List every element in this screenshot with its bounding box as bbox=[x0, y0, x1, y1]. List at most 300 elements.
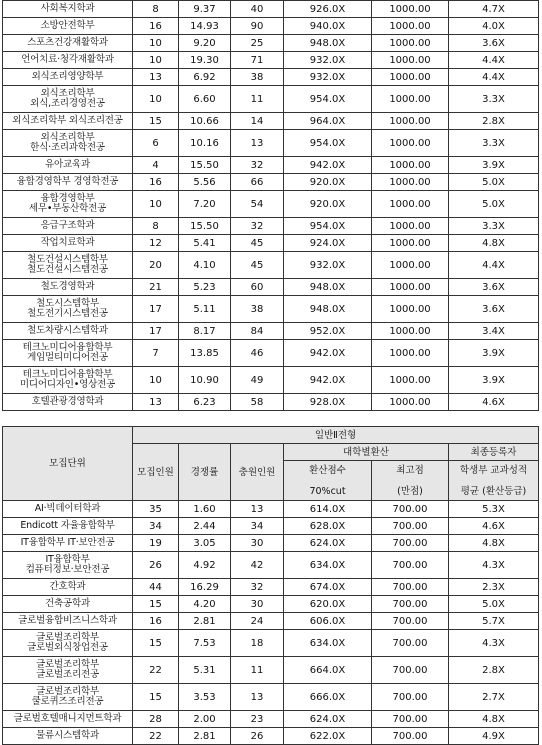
converted-score-cell: 624.0X bbox=[284, 711, 372, 728]
grade-average-cell: 4.8X bbox=[449, 711, 539, 728]
grade-average-cell: 5.7X bbox=[449, 613, 539, 630]
max-score-cell: 1000.00 bbox=[372, 18, 449, 35]
dept-name-cell bbox=[3, 728, 133, 745]
dept-name-line: 철도건설시스템전공 bbox=[27, 264, 108, 275]
quota-cell: 15 bbox=[133, 596, 179, 613]
admission-results-table-1 bbox=[2, 0, 539, 411]
waitlist-cell: 40 bbox=[231, 1, 284, 18]
converted-score-cell: 920.0X bbox=[284, 174, 372, 191]
dept-name-cell bbox=[3, 174, 133, 191]
dept-name-cell bbox=[3, 518, 133, 535]
grade-average-cell: 4.8X bbox=[449, 535, 539, 552]
converted-score-cell: 932.0X bbox=[284, 69, 372, 86]
competition-rate-cell: 10.16 bbox=[179, 130, 231, 157]
grade-average-cell: 2.8X bbox=[449, 657, 539, 684]
dept-name-cell bbox=[3, 113, 133, 130]
grade-average-cell: 3.3X bbox=[449, 218, 539, 235]
header-conv-score bbox=[284, 461, 372, 501]
converted-score-cell: 942.0X bbox=[284, 340, 372, 367]
waitlist-cell: 25 bbox=[231, 35, 284, 52]
table-row bbox=[3, 501, 539, 518]
converted-score-cell: 940.0X bbox=[284, 18, 372, 35]
dept-name-line: Endicott 자율융합학부 bbox=[20, 520, 115, 531]
max-score-cell: 1000.00 bbox=[372, 296, 449, 323]
dept-name-line: 글로벌조리전공 bbox=[36, 669, 99, 680]
competition-rate-cell: 1.60 bbox=[179, 501, 231, 518]
grade-average-cell: 4.0X bbox=[449, 18, 539, 35]
grade-average-cell: 4.4X bbox=[449, 69, 539, 86]
dept-name-cell bbox=[3, 157, 133, 174]
grade-average-cell: 3.4X bbox=[449, 323, 539, 340]
competition-rate-cell: 5.41 bbox=[179, 235, 231, 252]
quota-cell: 21 bbox=[133, 279, 179, 296]
waitlist-cell: 38 bbox=[231, 69, 284, 86]
dept-name-cell bbox=[3, 394, 133, 411]
quota-cell: 28 bbox=[133, 711, 179, 728]
max-score-cell: 1000.00 bbox=[372, 86, 449, 113]
dept-name-line: 간호학과 bbox=[49, 581, 86, 592]
competition-rate-cell: 14.93 bbox=[179, 18, 231, 35]
waitlist-cell: 34 bbox=[231, 518, 284, 535]
grade-average-cell: 3.9X bbox=[449, 340, 539, 367]
competition-rate-cell: 4.92 bbox=[179, 552, 231, 579]
table-row bbox=[3, 86, 539, 113]
competition-rate-cell: 2.81 bbox=[179, 613, 231, 630]
competition-rate-cell: 6.92 bbox=[179, 69, 231, 86]
quota-cell: 16 bbox=[133, 18, 179, 35]
max-score-cell: 1000.00 bbox=[372, 69, 449, 86]
max-score-cell: 700.00 bbox=[372, 728, 449, 745]
grade-average-cell: 4.4X bbox=[449, 252, 539, 279]
max-score-cell: 700.00 bbox=[372, 596, 449, 613]
dept-name-line: 글로벌조리학부 bbox=[36, 659, 99, 670]
max-score-cell: 1000.00 bbox=[372, 157, 449, 174]
dept-name-cell bbox=[3, 86, 133, 113]
converted-score-cell: 928.0X bbox=[284, 394, 372, 411]
converted-score-cell: 628.0X bbox=[284, 518, 372, 535]
competition-rate-cell: 4.10 bbox=[179, 252, 231, 279]
table-2-header bbox=[3, 427, 539, 501]
waitlist-cell: 32 bbox=[231, 218, 284, 235]
dept-name-line: 호텔관광경영학과 bbox=[31, 396, 104, 407]
converted-score-cell: 948.0X bbox=[284, 296, 372, 323]
max-score-cell: 1000.00 bbox=[372, 130, 449, 157]
max-score-cell: 1000.00 bbox=[372, 252, 449, 279]
converted-score-cell: 666.0X bbox=[284, 684, 372, 711]
dept-name-line: IT융합학부 IT·보안전공 bbox=[20, 537, 115, 548]
quota-cell: 44 bbox=[133, 579, 179, 596]
converted-score-cell: 954.0X bbox=[284, 218, 372, 235]
dept-name-line: 사회복지학과 bbox=[40, 3, 95, 14]
grade-average-cell: 5.0X bbox=[449, 174, 539, 191]
dept-name-line: 철도경영학과 bbox=[40, 281, 95, 292]
quota-cell: 15 bbox=[133, 630, 179, 657]
max-score-cell: 1000.00 bbox=[372, 218, 449, 235]
max-score-cell: 1000.00 bbox=[372, 323, 449, 340]
grade-average-cell: 3.9X bbox=[449, 157, 539, 174]
dept-name-cell bbox=[3, 323, 133, 340]
table-row bbox=[3, 552, 539, 579]
converted-score-cell: 620.0X bbox=[284, 596, 372, 613]
converted-score-cell: 622.0X bbox=[284, 728, 372, 745]
table-row bbox=[3, 728, 539, 745]
waitlist-cell: 45 bbox=[231, 235, 284, 252]
table-row bbox=[3, 630, 539, 657]
max-score-cell: 700.00 bbox=[372, 630, 449, 657]
competition-rate-cell: 7.20 bbox=[179, 191, 231, 218]
quota-cell: 8 bbox=[133, 218, 179, 235]
competition-rate-cell: 5.23 bbox=[179, 279, 231, 296]
header-dept: 모집단위 bbox=[3, 427, 133, 501]
dept-name-line: 글로벌호텔매니지먼트학과 bbox=[13, 713, 122, 724]
waitlist-cell: 24 bbox=[231, 613, 284, 630]
grade-average-cell: 5.0X bbox=[449, 191, 539, 218]
table-row bbox=[3, 394, 539, 411]
grade-average-cell: 4.3X bbox=[449, 630, 539, 657]
competition-rate-cell: 9.20 bbox=[179, 35, 231, 52]
table-row bbox=[3, 535, 539, 552]
waitlist-cell: 49 bbox=[231, 367, 284, 394]
dept-name-cell bbox=[3, 1, 133, 18]
waitlist-cell: 13 bbox=[231, 130, 284, 157]
header-final-registrant: 최종등록자 bbox=[449, 444, 539, 461]
table-row bbox=[3, 579, 539, 596]
waitlist-cell: 13 bbox=[231, 501, 284, 518]
dept-name-cell bbox=[3, 191, 133, 218]
grade-average-cell: 3.3X bbox=[449, 130, 539, 157]
dept-name-cell bbox=[3, 367, 133, 394]
table-row bbox=[3, 657, 539, 684]
quota-cell: 10 bbox=[133, 35, 179, 52]
quota-cell: 19 bbox=[133, 535, 179, 552]
max-score-cell: 700.00 bbox=[372, 613, 449, 630]
converted-score-cell: 664.0X bbox=[284, 657, 372, 684]
converted-score-cell: 924.0X bbox=[284, 235, 372, 252]
header-grade-line2: 평균 (환산등급) bbox=[460, 485, 527, 497]
converted-score-cell: 932.0X bbox=[284, 252, 372, 279]
dept-name-cell bbox=[3, 630, 133, 657]
header-conv-score-label: 환산점수 bbox=[309, 464, 346, 476]
dept-name-cell bbox=[3, 579, 133, 596]
dept-name-line: 융합경영학부 bbox=[40, 193, 95, 204]
waitlist-cell: 84 bbox=[231, 323, 284, 340]
dept-name-line: 철도전기시스템전공 bbox=[27, 308, 108, 319]
admission-results-table-2 bbox=[2, 426, 539, 745]
max-score-cell: 1000.00 bbox=[372, 394, 449, 411]
dept-name-line: 언어치료·청각재활학과 bbox=[21, 54, 114, 65]
dept-name-line: 물류시스템학과 bbox=[36, 730, 99, 741]
dept-name-line: IT융합학부 bbox=[45, 554, 90, 565]
converted-score-cell: 614.0X bbox=[284, 501, 372, 518]
grade-average-cell: 4.6X bbox=[449, 518, 539, 535]
dept-name-line: 외식조리학부 bbox=[40, 132, 95, 143]
waitlist-cell: 11 bbox=[231, 86, 284, 113]
dept-name-line: 세무•부동산학전공 bbox=[28, 203, 107, 214]
dept-name-line: 미디어디자인•영상전공 bbox=[19, 379, 116, 390]
converted-score-cell: 948.0X bbox=[284, 279, 372, 296]
header-general-2: 일반Ⅱ전형 bbox=[133, 427, 539, 444]
grade-average-cell: 4.6X bbox=[449, 394, 539, 411]
dept-name-cell bbox=[3, 552, 133, 579]
max-score-cell: 700.00 bbox=[372, 535, 449, 552]
table-row bbox=[3, 69, 539, 86]
dept-name-cell bbox=[3, 69, 133, 86]
max-score-cell: 1000.00 bbox=[372, 35, 449, 52]
competition-rate-cell: 2.81 bbox=[179, 728, 231, 745]
dept-name-cell bbox=[3, 613, 133, 630]
max-score-cell: 1000.00 bbox=[372, 367, 449, 394]
table-row bbox=[3, 711, 539, 728]
quota-cell: 7 bbox=[133, 340, 179, 367]
waitlist-cell: 23 bbox=[231, 711, 284, 728]
grade-average-cell: 4.9X bbox=[449, 728, 539, 745]
dept-name-cell bbox=[3, 52, 133, 69]
competition-rate-cell: 19.30 bbox=[179, 52, 231, 69]
table-row bbox=[3, 1, 539, 18]
quota-cell: 12 bbox=[133, 235, 179, 252]
dept-name-cell bbox=[3, 18, 133, 35]
table-row bbox=[3, 130, 539, 157]
waitlist-cell: 13 bbox=[231, 684, 284, 711]
quota-cell: 15 bbox=[133, 684, 179, 711]
grade-average-cell: 2.8X bbox=[449, 113, 539, 130]
dept-name-line: 외식조리학부 외식조리전공 bbox=[12, 115, 123, 126]
converted-score-cell: 942.0X bbox=[284, 367, 372, 394]
waitlist-cell: 32 bbox=[231, 157, 284, 174]
converted-score-cell: 952.0X bbox=[284, 323, 372, 340]
dept-name-line: 컴퓨터정보·보안전공 bbox=[25, 564, 110, 575]
dept-name-cell bbox=[3, 501, 133, 518]
max-score-cell: 1000.00 bbox=[372, 235, 449, 252]
competition-rate-cell: 5.31 bbox=[179, 657, 231, 684]
table-1-body bbox=[3, 1, 539, 411]
waitlist-cell: 18 bbox=[231, 630, 284, 657]
quota-cell: 16 bbox=[133, 174, 179, 191]
quota-cell: 15 bbox=[133, 113, 179, 130]
dept-name-line: 글로벌융합비즈니스학과 bbox=[18, 615, 117, 626]
quota-cell: 10 bbox=[133, 52, 179, 69]
quota-cell: 17 bbox=[133, 323, 179, 340]
dept-name-line: 스포츠건강재활학과 bbox=[27, 37, 108, 48]
table-row bbox=[3, 157, 539, 174]
competition-rate-cell: 10.90 bbox=[179, 367, 231, 394]
table-row bbox=[3, 296, 539, 323]
max-score-cell: 1000.00 bbox=[372, 52, 449, 69]
dept-name-line: 게임멀티미디어전공 bbox=[27, 352, 108, 363]
dept-name-line: 응급구조학과 bbox=[40, 220, 95, 231]
waitlist-cell: 11 bbox=[231, 657, 284, 684]
grade-average-cell: 5.3X bbox=[449, 501, 539, 518]
competition-rate-cell: 10.66 bbox=[179, 113, 231, 130]
dept-name-line: 외식조리학부 bbox=[40, 88, 95, 99]
converted-score-cell: 932.0X bbox=[284, 52, 372, 69]
header-grade-line1: 학생부 교과성적 bbox=[459, 464, 528, 476]
max-score-cell: 700.00 bbox=[372, 518, 449, 535]
quota-cell: 16 bbox=[133, 613, 179, 630]
dept-name-cell bbox=[3, 711, 133, 728]
table-row bbox=[3, 518, 539, 535]
converted-score-cell: 948.0X bbox=[284, 35, 372, 52]
quota-cell: 8 bbox=[133, 1, 179, 18]
dept-name-cell bbox=[3, 130, 133, 157]
quota-cell: 13 bbox=[133, 69, 179, 86]
table-row bbox=[3, 218, 539, 235]
table-row bbox=[3, 35, 539, 52]
grade-average-cell: 3.3X bbox=[449, 86, 539, 113]
grade-average-cell: 5.0X bbox=[449, 596, 539, 613]
quota-cell: 10 bbox=[133, 367, 179, 394]
grade-average-cell: 4.8X bbox=[449, 235, 539, 252]
max-score-cell: 700.00 bbox=[372, 684, 449, 711]
quota-cell: 34 bbox=[133, 518, 179, 535]
table-row bbox=[3, 191, 539, 218]
table-row bbox=[3, 613, 539, 630]
table-row bbox=[3, 252, 539, 279]
dept-name-line: 철도시스템학부 bbox=[36, 298, 99, 309]
waitlist-cell: 38 bbox=[231, 296, 284, 323]
dept-name-cell bbox=[3, 279, 133, 296]
dept-name-line: 외식,조리경영전공 bbox=[30, 98, 105, 109]
header-max-unit: (만점) bbox=[397, 485, 423, 497]
waitlist-cell: 32 bbox=[231, 579, 284, 596]
header-conv-cut: 70%cut bbox=[309, 485, 346, 497]
max-score-cell: 1000.00 bbox=[372, 113, 449, 130]
quota-cell: 20 bbox=[133, 252, 179, 279]
max-score-cell: 1000.00 bbox=[372, 1, 449, 18]
table-row bbox=[3, 596, 539, 613]
dept-name-line: 건축공학과 bbox=[45, 598, 90, 609]
grade-average-cell: 2.3X bbox=[449, 579, 539, 596]
grade-average-cell: 3.9X bbox=[449, 367, 539, 394]
dept-name-cell bbox=[3, 535, 133, 552]
waitlist-cell: 66 bbox=[231, 174, 284, 191]
competition-rate-cell: 13.85 bbox=[179, 340, 231, 367]
table-row bbox=[3, 52, 539, 69]
grade-average-cell: 3.6X bbox=[449, 35, 539, 52]
table-2-body bbox=[3, 501, 539, 745]
competition-rate-cell: 6.60 bbox=[179, 86, 231, 113]
dept-name-line: 작업치료학과 bbox=[40, 237, 95, 248]
competition-rate-cell: 16.29 bbox=[179, 579, 231, 596]
table-row bbox=[3, 18, 539, 35]
dept-name-cell bbox=[3, 218, 133, 235]
competition-rate-cell: 5.56 bbox=[179, 174, 231, 191]
waitlist-cell: 54 bbox=[231, 191, 284, 218]
competition-rate-cell: 7.53 bbox=[179, 630, 231, 657]
max-score-cell: 1000.00 bbox=[372, 340, 449, 367]
dept-name-cell bbox=[3, 684, 133, 711]
converted-score-cell: 634.0X bbox=[284, 630, 372, 657]
table-row bbox=[3, 684, 539, 711]
dept-name-line: 글로벌조리학부 bbox=[36, 686, 99, 697]
converted-score-cell: 674.0X bbox=[284, 579, 372, 596]
table-row bbox=[3, 323, 539, 340]
waitlist-cell: 45 bbox=[231, 252, 284, 279]
converted-score-cell: 606.0X bbox=[284, 613, 372, 630]
quota-cell: 17 bbox=[133, 296, 179, 323]
waitlist-cell: 46 bbox=[231, 340, 284, 367]
competition-rate-cell: 9.37 bbox=[179, 1, 231, 18]
dept-name-line: 소방안전학부 bbox=[40, 20, 95, 31]
converted-score-cell: 926.0X bbox=[284, 1, 372, 18]
table-row bbox=[3, 174, 539, 191]
header-max-score-label: 최고점 bbox=[396, 464, 424, 476]
dept-name-line: 철도차량시스템학과 bbox=[27, 325, 108, 336]
dept-name-line: 융합경영학부 경영학전공 bbox=[16, 176, 119, 187]
competition-rate-cell: 3.05 bbox=[179, 535, 231, 552]
grade-average-cell: 4.4X bbox=[449, 52, 539, 69]
converted-score-cell: 964.0X bbox=[284, 113, 372, 130]
quota-cell: 13 bbox=[133, 394, 179, 411]
grade-average-cell: 4.3X bbox=[449, 552, 539, 579]
header-quota: 모집인원 bbox=[133, 444, 179, 501]
waitlist-cell: 26 bbox=[231, 728, 284, 745]
grade-average-cell: 4.7X bbox=[449, 1, 539, 18]
max-score-cell: 700.00 bbox=[372, 552, 449, 579]
competition-rate-cell: 4.20 bbox=[179, 596, 231, 613]
waitlist-cell: 30 bbox=[231, 596, 284, 613]
max-score-cell: 1000.00 bbox=[372, 174, 449, 191]
dept-name-cell bbox=[3, 252, 133, 279]
dept-name-line: 쿨로퀴즈조리전공 bbox=[31, 696, 104, 707]
grade-average-cell: 2.7X bbox=[449, 684, 539, 711]
dept-name-line: 글로벌조리학부 bbox=[36, 632, 99, 643]
max-score-cell: 700.00 bbox=[372, 657, 449, 684]
header-rate: 경쟁률 bbox=[179, 444, 231, 501]
converted-score-cell: 624.0X bbox=[284, 535, 372, 552]
dept-name-cell bbox=[3, 235, 133, 252]
table-row bbox=[3, 367, 539, 394]
dept-name-line: 테크노미디어융합학부 bbox=[22, 342, 113, 353]
waitlist-cell: 60 bbox=[231, 279, 284, 296]
waitlist-cell: 14 bbox=[231, 113, 284, 130]
competition-rate-cell: 15.50 bbox=[179, 218, 231, 235]
competition-rate-cell: 2.00 bbox=[179, 711, 231, 728]
max-score-cell: 700.00 bbox=[372, 711, 449, 728]
max-score-cell: 700.00 bbox=[372, 501, 449, 518]
max-score-cell: 1000.00 bbox=[372, 191, 449, 218]
header-waitlist: 충원인원 bbox=[231, 444, 284, 501]
quota-cell: 22 bbox=[133, 728, 179, 745]
dept-name-cell bbox=[3, 657, 133, 684]
converted-score-cell: 920.0X bbox=[284, 191, 372, 218]
quota-cell: 6 bbox=[133, 130, 179, 157]
waitlist-cell: 71 bbox=[231, 52, 284, 69]
grade-average-cell: 3.6X bbox=[449, 279, 539, 296]
dept-name-line: 철도건설시스템학부 bbox=[27, 254, 108, 265]
dept-name-cell bbox=[3, 35, 133, 52]
waitlist-cell: 30 bbox=[231, 535, 284, 552]
table-row bbox=[3, 340, 539, 367]
max-score-cell: 1000.00 bbox=[372, 279, 449, 296]
table-row bbox=[3, 279, 539, 296]
quota-cell: 10 bbox=[133, 191, 179, 218]
competition-rate-cell: 6.23 bbox=[179, 394, 231, 411]
quota-cell: 26 bbox=[133, 552, 179, 579]
quota-cell: 35 bbox=[133, 501, 179, 518]
waitlist-cell: 58 bbox=[231, 394, 284, 411]
converted-score-cell: 942.0X bbox=[284, 157, 372, 174]
header-univ-conversion: 대학별환산 bbox=[284, 444, 449, 461]
dept-name-line: AI·빅데이터학과 bbox=[34, 503, 101, 514]
competition-rate-cell: 15.50 bbox=[179, 157, 231, 174]
dept-name-cell bbox=[3, 596, 133, 613]
max-score-cell: 700.00 bbox=[372, 579, 449, 596]
dept-name-line: 테크노미디어융합학부 bbox=[22, 369, 113, 380]
competition-rate-cell: 5.11 bbox=[179, 296, 231, 323]
table-row bbox=[3, 235, 539, 252]
competition-rate-cell: 2.44 bbox=[179, 518, 231, 535]
